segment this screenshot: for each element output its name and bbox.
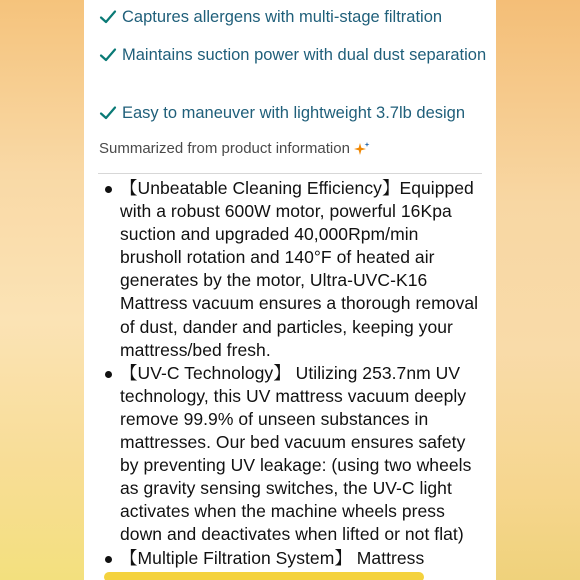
highlight-item — [98, 7, 488, 27]
highlight-text: Captures allergens with multi-stage filtration — [122, 8, 443, 26]
highlight-item — [98, 103, 488, 123]
background-left — [0, 0, 84, 580]
feature-bullet: 【Multiple Filtration System】 Mattress — [120, 547, 480, 570]
scroll-highlight-bar — [104, 572, 424, 580]
feature-bullet-list — [84, 177, 480, 570]
product-details-panel — [84, 0, 496, 580]
background-right — [496, 0, 580, 580]
feature-bullet: 【Unbeatable Cleaning Efficiency】Equipped with a robust 600W motor, powerful 16Kpa suction and upgraded 40,000Rpm/min brusholl rotation and 140°F of heated air generates by the motor, Ultra-UVC-K16 Mattress vacuum ensures a thorough removal of dust, dander and particles, keeping your mattress/bed fresh. — [120, 177, 480, 362]
sparkle-icon — [354, 141, 370, 157]
summary-note — [99, 140, 370, 157]
highlight-item — [98, 45, 488, 65]
checkmark-icon — [98, 103, 118, 123]
checkmark-icon — [98, 45, 118, 65]
highlight-text: Easy to maneuver with lightweight 3.7lb design — [122, 104, 466, 122]
feature-bullet: 【UV-C Technology】 Utilizing 253.7nm UV technology, this UV mattress vacuum deeply remove 99.9% of unseen substances in mattresses. Our bed vacuum ensures safety by preventing UV leakage: (using two wheels as gravity sensing switches, the UV-C light activates when the machine wheels press down and deactivates when lifted or not flat) — [120, 362, 480, 547]
summary-text: Summarized from product information — [99, 140, 350, 157]
checkmark-icon — [98, 7, 118, 27]
highlight-text: Maintains suction power with dual dust separation — [122, 46, 487, 64]
divider — [98, 173, 482, 174]
